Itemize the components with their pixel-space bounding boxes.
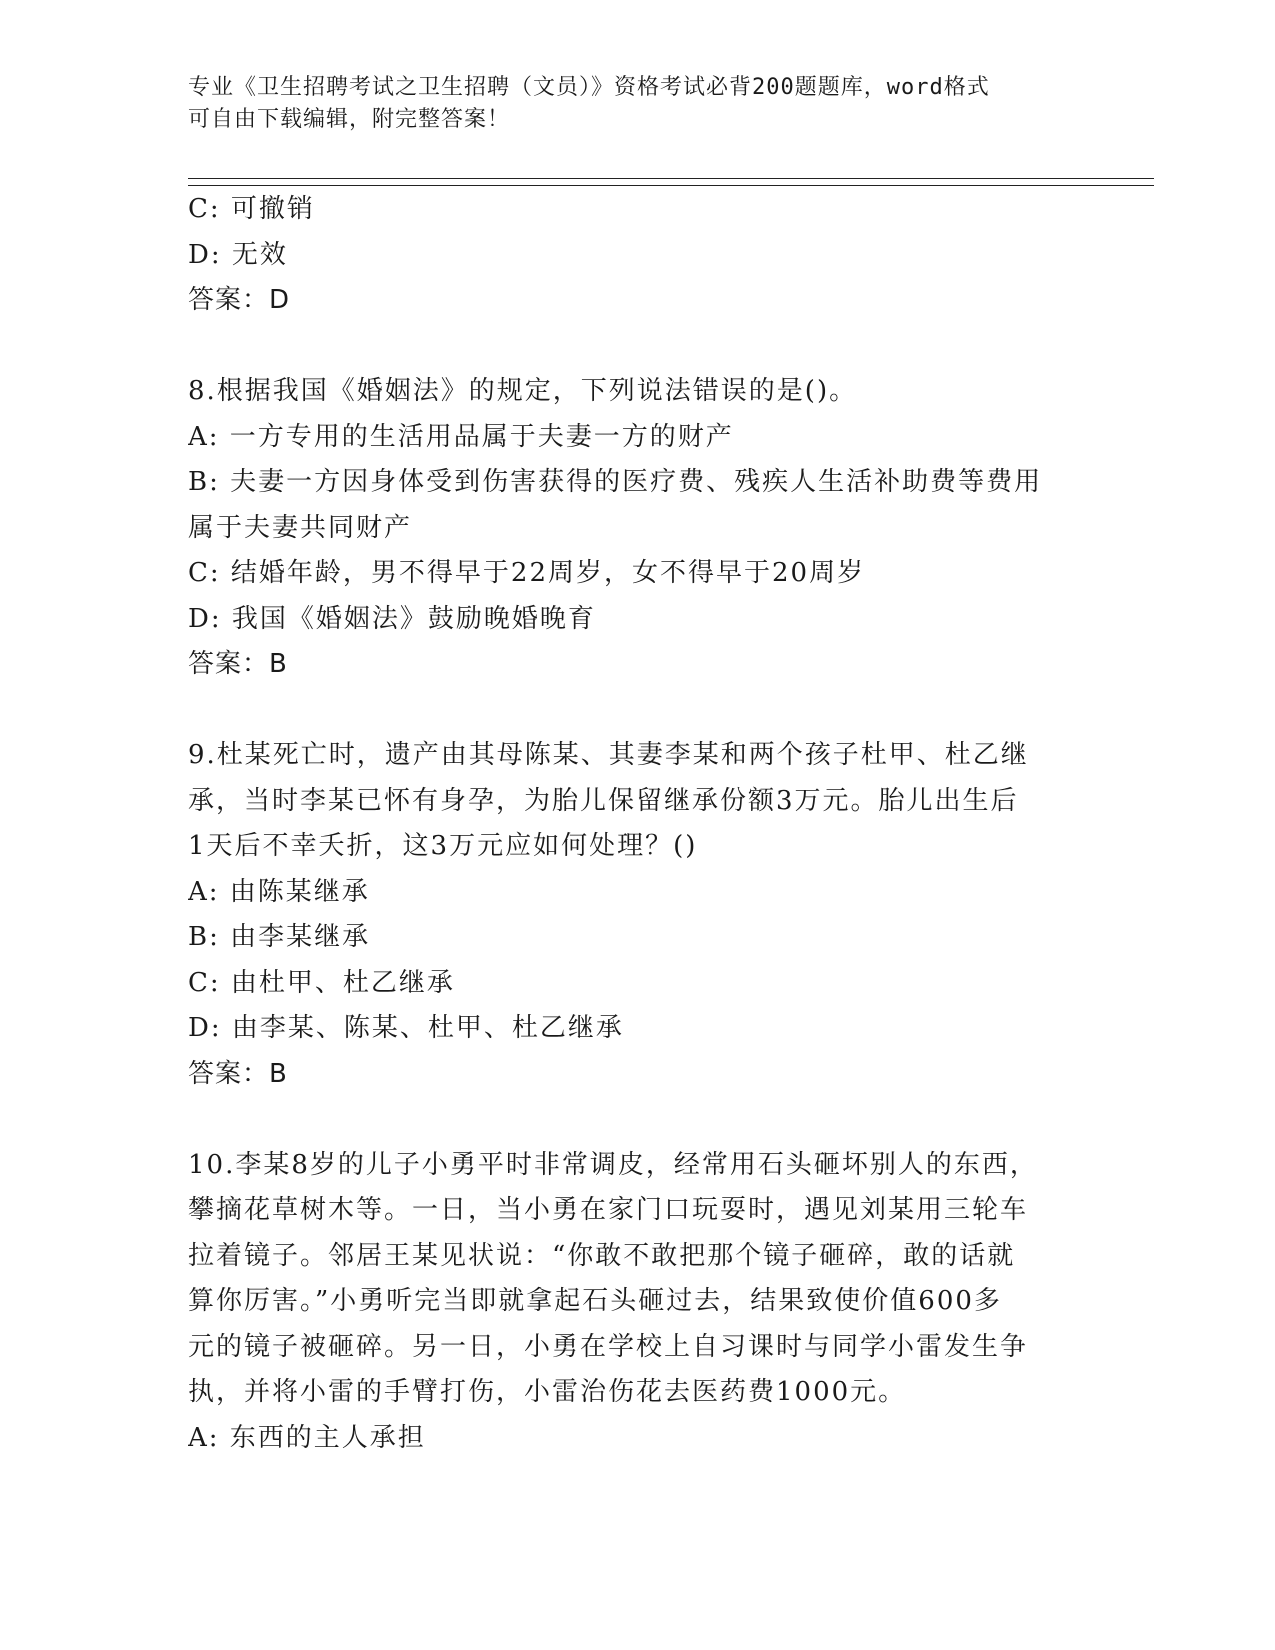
- spacer: [188, 688, 1088, 734]
- document-header: [188, 72, 1068, 136]
- header-line-1: 专业《卫生招聘考试之卫生招聘（文员）》资格考试必背200题题库，word格式: [188, 75, 990, 100]
- q8-answer: 答案：B: [188, 649, 288, 679]
- q8-option-b-line-2: 属于夫妻共同财产: [188, 512, 413, 543]
- q8-stem: 8.根据我国《婚姻法》的规定，下列说法错误的是()。: [188, 376, 858, 406]
- q7-answer: 答案：D: [188, 285, 291, 315]
- document-body: [188, 187, 1088, 1461]
- q8-option-d: D: 我国《婚姻法》鼓励晚婚晚育: [188, 603, 596, 634]
- q10-stem-line-1: 10.李某8岁的儿子小勇平时非常调皮，经常用石头砸坏别人的东西，: [188, 1149, 1038, 1180]
- q10-stem-line-5: 元的镜子被砸碎。另一日，小勇在学校上自习课时与同学小雷发生争: [188, 1331, 1029, 1362]
- spacer: [188, 324, 1088, 370]
- q10-option-a: A: 东西的主人承担: [188, 1422, 426, 1453]
- q7-option-d: D: 无效: [188, 239, 288, 270]
- q9-option-b: B: 由李某继承: [188, 922, 371, 952]
- q9-option-c: C: 由杜甲、杜乙继承: [188, 967, 455, 998]
- q10-stem-line-6: 执，并将小雷的手臂打伤，小雷治伤花去医药费1000元。: [188, 1377, 907, 1407]
- header-line-2: 可自由下载编辑，附完整答案！: [188, 107, 511, 132]
- q10-stem-line-3: 拉着镜子。邻居王某见状说：“你敢不敢把那个镜子砸碎，敢的话就: [188, 1240, 1016, 1271]
- q9-stem-line-1: 9.杜某死亡时，遗产由其母陈某、其妻李某和两个孩子杜甲、杜乙继: [188, 740, 1029, 770]
- q8-option-a: A: 一方专用的生活用品属于夫妻一方的财产: [188, 421, 734, 452]
- q8-option-c: C: 结婚年龄，男不得早于22周岁，女不得早于20周岁: [188, 558, 866, 588]
- header-divider: [188, 178, 1154, 186]
- q9-stem-line-3: 1天后不幸夭折，这3万元应如何处理？(): [188, 831, 698, 861]
- q9-stem-line-2: 承，当时李某已怀有身孕，为胎儿保留继承份额3万元。胎儿出生后: [188, 785, 1019, 816]
- q10-stem-line-2: 攀摘花草树木等。一日，当小勇在家门口玩耍时，遇见刘某用三轮车: [188, 1195, 1029, 1225]
- spacer: [188, 1097, 1088, 1143]
- q9-option-a: A: 由陈某继承: [188, 876, 370, 907]
- q7-option-c: C: 可撤销: [188, 194, 315, 224]
- q10-stem-line-4: 算你厉害。”小勇听完当即就拿起石头砸过去，结果致使价值600多: [188, 1286, 1002, 1316]
- q9-answer: 答案：B: [188, 1058, 288, 1089]
- q9-option-d: D: 由李某、陈某、杜甲、杜乙继承: [188, 1013, 624, 1043]
- q8-option-b-line-1: B: 夫妻一方因身体受到伤害获得的医疗费、残疾人生活补助费等费用: [188, 467, 1043, 497]
